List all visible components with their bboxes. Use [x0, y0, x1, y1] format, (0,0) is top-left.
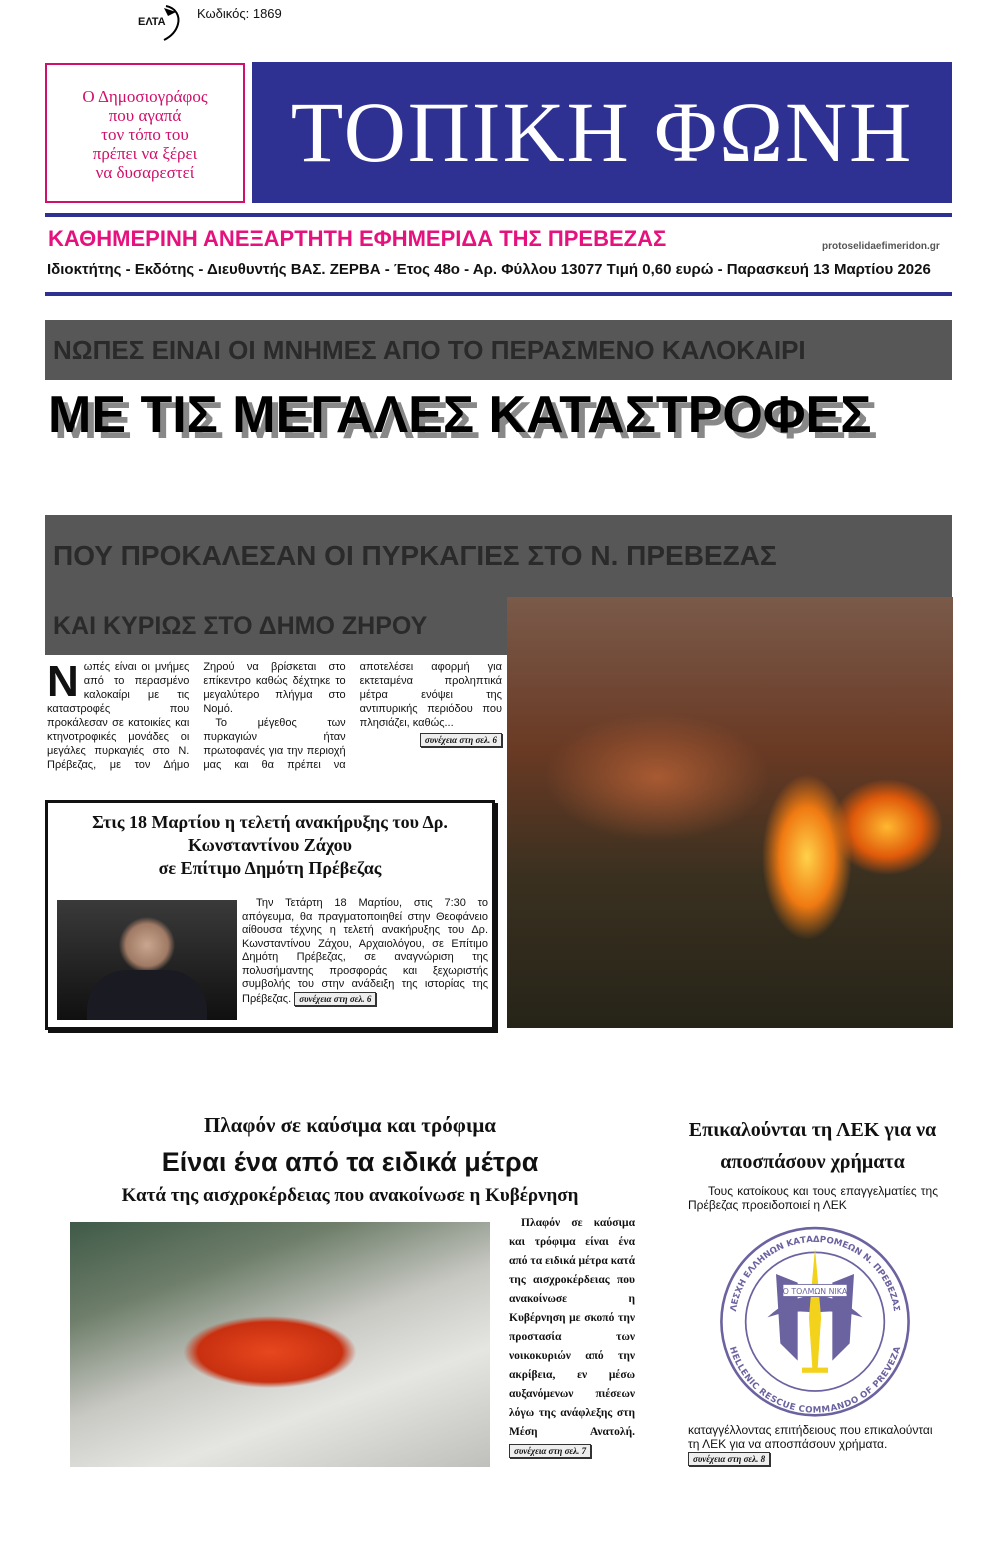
lek-headline: Επικαλούνται τη ΛΕΚ για να αποσπάσουν χρήματα: [688, 1119, 937, 1173]
fuel-article: [509, 1214, 635, 1461]
fuel-headline: Είναι ένα από τα ειδικά μέτρα: [161, 1147, 539, 1177]
motto-line: Ο Δημοσιογράφος: [82, 87, 208, 106]
issue-info: Ιδιοκτήτης - Εκδότης - Διευθυντής ΒΑΣ. ΖΕΡΒΑ - Έτος 48ο - Αρ. Φύλλου 13077 Τιμή 0,60 ευρώ - Παρασκευή 13 Μαρτίου 2026: [47, 261, 931, 278]
sub-band-2: [45, 597, 507, 655]
elta-label: ΕΛΤΑ: [138, 16, 166, 28]
continued-link[interactable]: συνέχεια στη σελ. 6: [294, 992, 376, 1006]
lead-headline: ΜΕ ΤΙΣ ΜΕΓΑΛΕΣ ΚΑΤΑΣΤΡΟΦΕΣ: [48, 386, 872, 444]
lead-article: [47, 657, 502, 772]
motto-box: [45, 63, 245, 203]
lek-article: [688, 1423, 943, 1466]
lead-body: ωπές είναι οι μνήμες από το περασμένο καλοκαίρι με τις καταστροφές που προκάλεσαν σε κατοικίες και κτηνοτροφικές μονάδες οι μεγάλες πυρκαγιές στο Ν. Πρέβεζας, με τον Δήμο Ζηρού να βρίσκεται στο επίκεντρο καθώς δέχτηκε το μεγαλύτερο πλήγμα στο Νομό.: [47, 661, 346, 771]
portrait-photo: [57, 900, 237, 1020]
divider: [45, 292, 952, 296]
fuel-pump-photo: [70, 1222, 490, 1467]
logo-banner-text: Ο ΤΟΛΜΩΝ ΝΙΚΑ: [782, 1286, 848, 1296]
sub-band: [45, 515, 952, 597]
article-title: Στις 18 Μαρτίου η τελετή ανακήρυξης του Δρ. Κωνσταντίνου Ζάχου: [92, 812, 448, 855]
lead-kicker: ΝΩΠΕΣ ΕΙΝΑΙ ΟΙ ΜΝΗΜΕΣ ΑΠΟ ΤΟ ΠΕΡΑΣΜΕΝΟ ΚΑΛΟΚΑΙΡΙ: [53, 335, 806, 365]
elta-logo: [136, 4, 186, 42]
continued-link[interactable]: συνέχεια στη σελ. 7: [509, 1444, 591, 1458]
motto-line: που αγαπά: [108, 106, 182, 125]
lek-emblem-logo: [715, 1222, 915, 1417]
article-body: [242, 897, 488, 1006]
lead-sub2: ΚΑΙ ΚΥΡΙΩΣ ΣΤΟ ΔΗΜΟ ΖΗΡΟΥ: [53, 612, 428, 640]
motto-line: πρέπει να ξέρει: [92, 144, 198, 163]
watermark: protoselidaefimeridon.gr: [822, 241, 940, 252]
motto-line: τον τόπο του: [101, 125, 189, 144]
article-title: σε Επίτιμο Δημότη Πρέβεζας: [158, 858, 382, 878]
ceremony-article: [45, 800, 495, 1030]
fuel-subheadline: Κατά της αισχροκέρδειας που ανακοίνωσε η Κυβέρνηση: [121, 1185, 579, 1206]
lek-intro: Τους κατοίκους και τους επαγγελματίες της Πρέβεζας προειδοποιεί η ΛΕΚ: [688, 1184, 938, 1212]
fuel-body: Πλαφόν σε καύσιμα και τρόφιμα είναι ένα από τα ειδικά μέτρα κατά της αισχροκέρδειας που ανακοίνωσε η Κυβέρνηση με σκοπό την προστασία των νοικοκυριών από την ακρίβεια, εν μέσω αυξανόμενων πιέσεων λόγω της ανάφλεξης στη Μέση Ανατολή.: [509, 1217, 635, 1438]
logo-top-text: ΛΕΣΧΗ ΕΛΛΗΝΩΝ ΚΑΤΑΔΡΟΜΕΩΝ Ν. ΠΡΕΒΕΖΑΣ: [728, 1234, 902, 1313]
masthead: [252, 62, 952, 203]
fuel-kicker: Πλαφόν σε καύσιμα και τρόφιμα: [204, 1113, 496, 1137]
newspaper-title: ΤΟΠΙΚΗ ΦΩΝΗ: [290, 84, 914, 180]
article-body-text: Την Τετάρτη 18 Μαρτίου, στις 7:30 το απόγευμα, θα πραγματοποιηθεί στην Θεοφάνειο αίθουσα τέχνης η τελετή ανακήρυξης του Δρ. Κωνσταντίνου Ζάχου, Αρχαιολόγου, σε Επίτιμο Δημότη Πρέβεζας, σε αναγνώριση της πολυσήμαντης προσφοράς και ξεχωριστής συμβολής του στην ανάδειξη της ιστορίας της Πρέβεζας.: [242, 897, 488, 1005]
lead-body: Το μέγεθος των πυρκαγιών ήταν πρωτοφανές για την περιοχή μας και θα πρέπει να αποτελέσει αφορμή για εκτεταμένα προληπτικά μέτρα ενόψει της αντιπυρικής περιόδου που πλησιάζει, καθώς...: [203, 661, 502, 771]
drop-cap: Ν: [47, 657, 79, 706]
motto-line: να δυσαρεστεί: [95, 163, 195, 182]
kicker-band: [45, 320, 952, 380]
continued-link[interactable]: συνέχεια στη σελ. 8: [688, 1452, 770, 1466]
logo-bottom-text: HELLENIC RESCUE COMMANDO OF PREVEZA: [727, 1345, 903, 1416]
lek-body: καταγγέλλοντας επιτήδειους που επικαλούνται τη ΛΕΚ για να αποσπάσουν χρήματα.: [688, 1423, 933, 1451]
postal-code: Κωδικός: 1869: [197, 6, 282, 21]
divider: [45, 213, 952, 217]
lead-sub1: ΠΟΥ ΠΡΟΚΑΛΕΣΑΝ ΟΙ ΠΥΡΚΑΓΙΕΣ ΣΤΟ Ν. ΠΡΕΒΕΖΑΣ: [53, 540, 777, 571]
tagline: ΚΑΘΗΜΕΡΙΝΗ ΑΝΕΞΑΡΤΗΤΗ ΕΦΗΜΕΡΙΔΑ ΤΗΣ ΠΡΕΒΕΖΑΣ: [48, 226, 667, 251]
wildfire-photo: [507, 597, 953, 1028]
continued-link[interactable]: συνέχεια στη σελ. 6: [420, 733, 502, 747]
